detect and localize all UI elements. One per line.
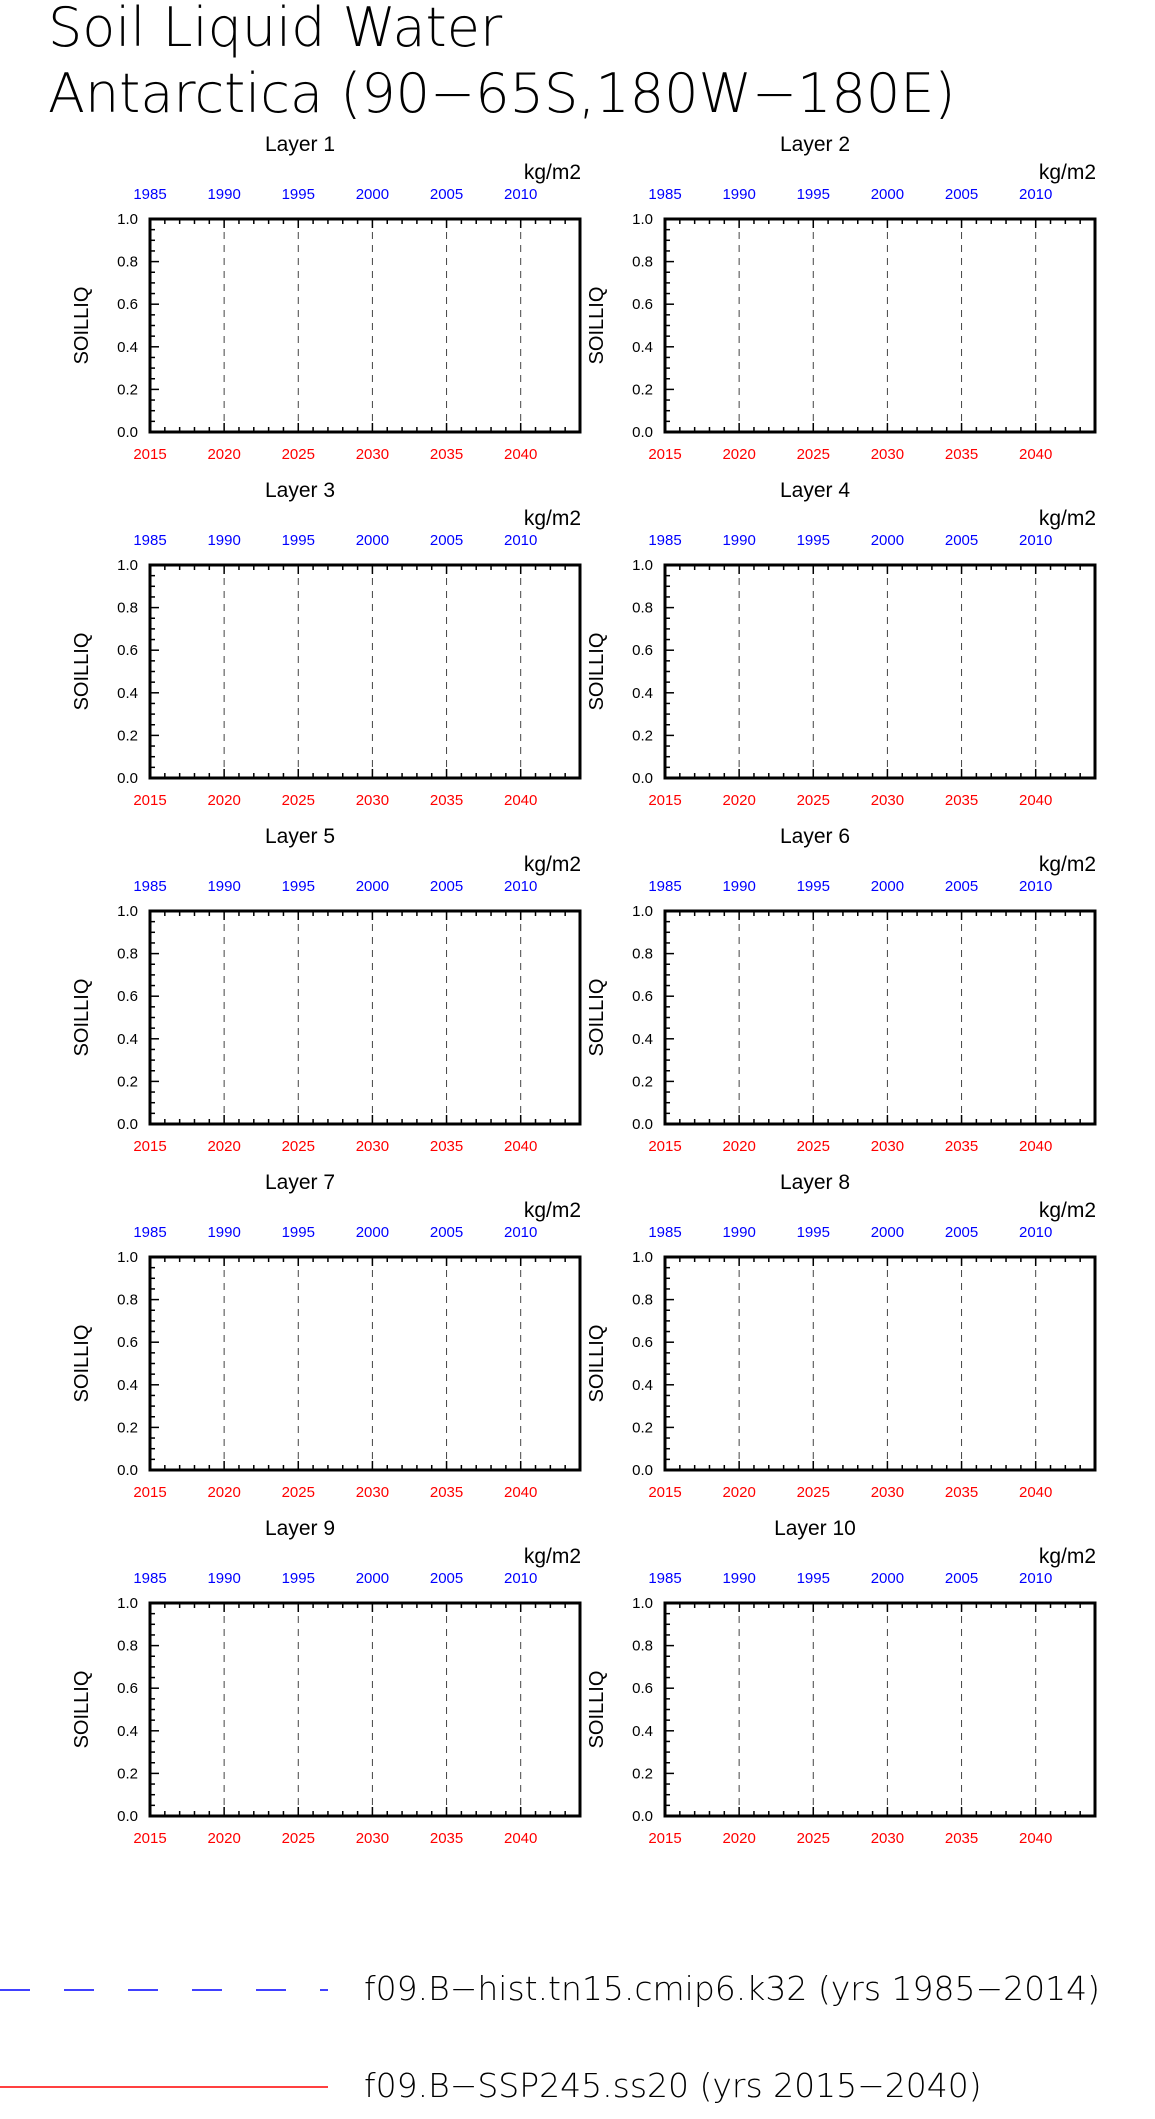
x-tick-label-top: 2005 [429, 532, 464, 549]
units-label: kg/m2 [523, 1545, 581, 1568]
panels-grid [71, 133, 1096, 1847]
y-tick-label: 0.2 [632, 381, 653, 399]
x-tick-label-top: 1985 [133, 186, 167, 203]
x-tick-label-bottom: 2040 [504, 446, 538, 463]
x-tick-label-bottom: 2040 [504, 1138, 538, 1155]
panel-title: Layer 9 [264, 1517, 336, 1540]
y-tick-label: 0.0 [117, 424, 138, 441]
y-tick-label: 0.6 [632, 1334, 653, 1352]
y-tick-label: 0.6 [632, 988, 653, 1006]
x-tick-label-top: 2000 [355, 1570, 390, 1587]
x-tick-label-bottom: 2020 [207, 1830, 241, 1847]
x-tick-label-top: 2010 [1019, 878, 1053, 895]
y-tick-label: 0.8 [117, 253, 138, 271]
x-tick-label-top: 1995 [281, 1224, 315, 1241]
panel-layer-7 [71, 1171, 581, 1501]
plot-frame [150, 1257, 580, 1470]
x-tick-label-top: 2005 [944, 878, 979, 895]
x-tick-label-top: 1985 [133, 1224, 167, 1241]
x-tick-label-bottom: 2025 [796, 1138, 830, 1155]
y-tick-label: 0.2 [632, 1765, 653, 1783]
y-axis-label: SOILLIQ [71, 978, 93, 1057]
y-tick-label: 0.8 [117, 945, 138, 963]
x-tick-label-bottom: 2030 [870, 1138, 905, 1155]
x-tick-label-top: 1995 [796, 1224, 830, 1241]
x-tick-label-bottom: 2020 [722, 1138, 756, 1155]
x-tick-label-top: 1985 [648, 1224, 682, 1241]
x-tick-label-bottom: 2030 [355, 792, 390, 809]
x-tick-label-top: 2000 [870, 532, 905, 549]
x-tick-label-top: 2010 [1019, 532, 1053, 549]
y-tick-label: 0.2 [117, 381, 138, 399]
x-tick-label-top: 1990 [207, 1224, 241, 1241]
y-axis-label: SOILLIQ [586, 286, 608, 365]
plot-frame [665, 911, 1095, 1124]
plot-frame [665, 1603, 1095, 1816]
panel-title: Layer 10 [774, 1517, 856, 1540]
units-label: kg/m2 [1038, 161, 1096, 184]
y-tick-label: 0.0 [117, 1462, 138, 1479]
x-tick-label-bottom: 2035 [429, 1484, 464, 1501]
legend-item-1 [0, 1969, 1100, 2008]
panel-title: Layer 8 [779, 1171, 851, 1194]
legend-label: f09.B−SSP245.ss20 (yrs 2015−2040) [364, 2066, 982, 2105]
x-tick-label-bottom: 2015 [133, 1138, 167, 1155]
y-tick-label: 0.4 [632, 1376, 653, 1394]
y-tick-label: 1.0 [117, 211, 138, 228]
x-tick-label-top: 1985 [133, 532, 167, 549]
x-tick-label-top: 1990 [722, 186, 756, 203]
x-tick-label-bottom: 2040 [504, 1484, 538, 1501]
panel-layer-9 [71, 1517, 581, 1847]
figure-title-line2: Antarctica (90−65S,180W−180E) [48, 62, 956, 125]
x-tick-label-bottom: 2035 [944, 792, 979, 809]
y-tick-label: 0.4 [117, 1376, 138, 1394]
units-label: kg/m2 [1038, 1199, 1096, 1222]
x-tick-label-top: 2005 [429, 1224, 464, 1241]
y-tick-label: 0.0 [632, 1462, 653, 1479]
panel-layer-2 [586, 133, 1096, 463]
panel-title: Layer 4 [779, 479, 851, 502]
y-tick-label: 0.2 [632, 1419, 653, 1437]
legend [0, 1969, 1100, 2105]
panel-title: Layer 7 [264, 1171, 336, 1194]
x-tick-label-top: 2005 [944, 532, 979, 549]
x-tick-label-bottom: 2020 [722, 1830, 756, 1847]
x-tick-label-bottom: 2015 [648, 1830, 682, 1847]
legend-label: f09.B−hist.tn15.cmip6.k32 (yrs 1985−2014) [364, 1969, 1101, 2008]
x-tick-label-bottom: 2015 [648, 1484, 682, 1501]
units-label: kg/m2 [1038, 1545, 1096, 1568]
y-tick-label: 1.0 [632, 1249, 653, 1266]
x-tick-label-bottom: 2025 [796, 792, 830, 809]
x-tick-label-top: 2005 [944, 186, 979, 203]
x-tick-label-bottom: 2025 [796, 1830, 830, 1847]
x-tick-label-bottom: 2030 [355, 1484, 390, 1501]
x-tick-label-bottom: 2035 [944, 1484, 979, 1501]
x-tick-label-bottom: 2025 [281, 792, 315, 809]
y-tick-label: 1.0 [117, 1595, 138, 1612]
x-tick-label-top: 2010 [504, 1570, 538, 1587]
x-tick-label-bottom: 2025 [281, 1138, 315, 1155]
units-label: kg/m2 [523, 507, 581, 530]
y-tick-label: 0.0 [117, 770, 138, 787]
units-label: kg/m2 [1038, 507, 1096, 530]
y-tick-label: 0.2 [117, 1073, 138, 1091]
x-tick-label-bottom: 2040 [1019, 446, 1053, 463]
plot-frame [665, 565, 1095, 778]
panel-title: Layer 2 [779, 133, 851, 156]
y-tick-label: 0.4 [632, 1030, 653, 1048]
x-tick-label-top: 2000 [355, 186, 390, 203]
x-tick-label-top: 1995 [796, 186, 830, 203]
y-axis-label: SOILLIQ [71, 1324, 93, 1403]
x-tick-label-top: 2000 [870, 878, 905, 895]
panel-title: Layer 1 [264, 133, 336, 156]
panel-layer-6 [586, 825, 1096, 1155]
units-label: kg/m2 [523, 853, 581, 876]
x-tick-label-bottom: 2020 [207, 446, 241, 463]
x-tick-label-top: 1995 [796, 532, 830, 549]
x-tick-label-top: 1990 [207, 878, 241, 895]
x-tick-label-bottom: 2020 [207, 1138, 241, 1155]
x-tick-label-bottom: 2030 [870, 446, 905, 463]
x-tick-label-top: 2000 [870, 1224, 905, 1241]
y-tick-label: 0.0 [117, 1116, 138, 1133]
y-tick-label: 0.2 [632, 1073, 653, 1091]
x-tick-label-top: 2000 [870, 186, 905, 203]
x-tick-label-top: 1985 [133, 1570, 167, 1587]
x-tick-label-top: 2010 [504, 532, 538, 549]
y-axis-label: SOILLIQ [586, 978, 608, 1057]
x-tick-label-top: 1985 [133, 878, 167, 895]
plot-frame [665, 1257, 1095, 1470]
x-tick-label-top: 1995 [796, 878, 830, 895]
y-axis-label: SOILLIQ [71, 632, 93, 711]
y-tick-label: 1.0 [632, 557, 653, 574]
panel-layer-3 [71, 479, 581, 809]
x-tick-label-bottom: 2035 [429, 1138, 464, 1155]
x-tick-label-top: 2005 [944, 1224, 979, 1241]
x-tick-label-bottom: 2030 [870, 1484, 905, 1501]
y-tick-label: 0.6 [117, 642, 138, 660]
x-tick-label-bottom: 2015 [133, 1830, 167, 1847]
x-tick-label-top: 1995 [281, 532, 315, 549]
y-tick-label: 0.6 [632, 1680, 653, 1698]
y-tick-label: 0.4 [632, 338, 653, 356]
y-tick-label: 0.4 [632, 684, 653, 702]
x-tick-label-bottom: 2025 [796, 1484, 830, 1501]
y-tick-label: 0.6 [117, 1680, 138, 1698]
x-tick-label-bottom: 2020 [207, 1484, 241, 1501]
y-tick-label: 0.6 [117, 1334, 138, 1352]
panel-layer-1 [71, 133, 581, 463]
y-tick-label: 0.0 [117, 1808, 138, 1825]
x-tick-label-top: 1995 [281, 186, 315, 203]
x-tick-label-top: 1995 [796, 1570, 830, 1587]
y-tick-label: 0.8 [632, 945, 653, 963]
x-tick-label-bottom: 2025 [796, 446, 830, 463]
plot-frame [150, 911, 580, 1124]
plot-frame [665, 219, 1095, 432]
x-tick-label-top: 1990 [207, 1570, 241, 1587]
x-tick-label-top: 1995 [281, 1570, 315, 1587]
x-tick-label-bottom: 2015 [133, 446, 167, 463]
x-tick-label-top: 2010 [504, 878, 538, 895]
x-tick-label-top: 1995 [281, 878, 315, 895]
y-tick-label: 0.6 [117, 988, 138, 1006]
y-tick-label: 0.4 [117, 338, 138, 356]
plot-frame [150, 219, 580, 432]
y-axis-label: SOILLIQ [586, 1670, 608, 1749]
x-tick-label-top: 2005 [944, 1570, 979, 1587]
panel-layer-8 [586, 1171, 1096, 1501]
units-label: kg/m2 [523, 1199, 581, 1222]
y-tick-label: 1.0 [632, 903, 653, 920]
x-tick-label-bottom: 2040 [1019, 1830, 1053, 1847]
x-tick-label-top: 1990 [207, 186, 241, 203]
y-tick-label: 0.2 [117, 727, 138, 745]
x-tick-label-bottom: 2025 [281, 1484, 315, 1501]
y-tick-label: 0.2 [632, 727, 653, 745]
x-tick-label-top: 2005 [429, 186, 464, 203]
y-tick-label: 0.6 [632, 642, 653, 660]
y-tick-label: 0.8 [632, 1637, 653, 1655]
y-tick-label: 0.2 [117, 1765, 138, 1783]
x-tick-label-top: 1990 [722, 878, 756, 895]
x-tick-label-top: 1990 [722, 1224, 756, 1241]
y-tick-label: 1.0 [632, 211, 653, 228]
y-tick-label: 0.8 [117, 1291, 138, 1309]
x-tick-label-bottom: 2030 [870, 1830, 905, 1847]
x-tick-label-top: 2005 [429, 1570, 464, 1587]
y-tick-label: 1.0 [117, 903, 138, 920]
panel-layer-4 [586, 479, 1096, 809]
y-tick-label: 0.8 [117, 599, 138, 617]
x-tick-label-bottom: 2035 [429, 792, 464, 809]
x-tick-label-bottom: 2015 [133, 792, 167, 809]
y-tick-label: 0.2 [117, 1419, 138, 1437]
y-tick-label: 0.8 [632, 599, 653, 617]
x-tick-label-bottom: 2035 [429, 446, 464, 463]
x-tick-label-bottom: 2040 [1019, 1138, 1053, 1155]
x-tick-label-top: 1985 [648, 878, 682, 895]
x-tick-label-top: 2005 [429, 878, 464, 895]
x-tick-label-top: 1985 [648, 1570, 682, 1587]
x-tick-label-top: 2010 [1019, 1570, 1053, 1587]
plot-frame [150, 565, 580, 778]
legend-item-2 [0, 2066, 982, 2105]
x-tick-label-top: 1990 [207, 532, 241, 549]
y-axis-label: SOILLIQ [586, 1324, 608, 1403]
y-tick-label: 0.0 [632, 770, 653, 787]
x-tick-label-bottom: 2035 [429, 1830, 464, 1847]
figure-title-line1: Soil Liquid Water [48, 0, 503, 59]
x-tick-label-bottom: 2015 [648, 446, 682, 463]
x-tick-label-bottom: 2015 [648, 792, 682, 809]
x-tick-label-top: 1985 [648, 532, 682, 549]
x-tick-label-top: 2000 [355, 878, 390, 895]
y-tick-label: 1.0 [632, 1595, 653, 1612]
x-tick-label-bottom: 2030 [355, 446, 390, 463]
x-tick-label-bottom: 2040 [504, 1830, 538, 1847]
y-tick-label: 0.4 [117, 684, 138, 702]
x-tick-label-bottom: 2035 [944, 1830, 979, 1847]
x-tick-label-bottom: 2025 [281, 446, 315, 463]
x-tick-label-bottom: 2035 [944, 1138, 979, 1155]
x-tick-label-bottom: 2020 [722, 446, 756, 463]
y-tick-label: 0.4 [117, 1722, 138, 1740]
panel-title: Layer 5 [264, 825, 336, 848]
x-tick-label-bottom: 2040 [1019, 792, 1053, 809]
panel-title: Layer 3 [264, 479, 336, 502]
x-tick-label-bottom: 2020 [722, 1484, 756, 1501]
panel-layer-10 [586, 1517, 1096, 1847]
x-tick-label-bottom: 2040 [1019, 1484, 1053, 1501]
x-tick-label-bottom: 2025 [281, 1830, 315, 1847]
y-tick-label: 0.4 [117, 1030, 138, 1048]
y-axis-label: SOILLIQ [586, 632, 608, 711]
panel-layer-5 [71, 825, 581, 1155]
x-tick-label-bottom: 2040 [504, 792, 538, 809]
x-tick-label-bottom: 2030 [355, 1138, 390, 1155]
x-tick-label-top: 2000 [355, 532, 390, 549]
x-tick-label-bottom: 2020 [207, 792, 241, 809]
y-tick-label: 1.0 [117, 557, 138, 574]
y-axis-label: SOILLIQ [71, 1670, 93, 1749]
x-tick-label-bottom: 2020 [722, 792, 756, 809]
y-tick-label: 0.0 [632, 1808, 653, 1825]
x-tick-label-top: 1990 [722, 532, 756, 549]
units-label: kg/m2 [523, 161, 581, 184]
x-tick-label-bottom: 2035 [944, 446, 979, 463]
y-axis-label: SOILLIQ [71, 286, 93, 365]
x-tick-label-bottom: 2015 [648, 1138, 682, 1155]
x-tick-label-bottom: 2030 [355, 1830, 390, 1847]
plot-frame [150, 1603, 580, 1816]
x-tick-label-top: 2000 [355, 1224, 390, 1241]
x-tick-label-top: 2000 [870, 1570, 905, 1587]
y-tick-label: 0.8 [632, 253, 653, 271]
x-tick-label-top: 2010 [1019, 1224, 1053, 1241]
y-tick-label: 0.8 [117, 1637, 138, 1655]
x-tick-label-top: 2010 [504, 186, 538, 203]
y-tick-label: 0.6 [117, 296, 138, 314]
x-tick-label-top: 1990 [722, 1570, 756, 1587]
x-tick-label-top: 1985 [648, 186, 682, 203]
y-tick-label: 1.0 [117, 1249, 138, 1266]
y-tick-label: 0.4 [632, 1722, 653, 1740]
x-tick-label-top: 2010 [504, 1224, 538, 1241]
y-tick-label: 0.0 [632, 424, 653, 441]
y-tick-label: 0.0 [632, 1116, 653, 1133]
x-tick-label-bottom: 2015 [133, 1484, 167, 1501]
units-label: kg/m2 [1038, 853, 1096, 876]
x-tick-label-bottom: 2030 [870, 792, 905, 809]
y-tick-label: 0.8 [632, 1291, 653, 1309]
x-tick-label-top: 2010 [1019, 186, 1053, 203]
y-tick-label: 0.6 [632, 296, 653, 314]
panel-title: Layer 6 [779, 825, 851, 848]
